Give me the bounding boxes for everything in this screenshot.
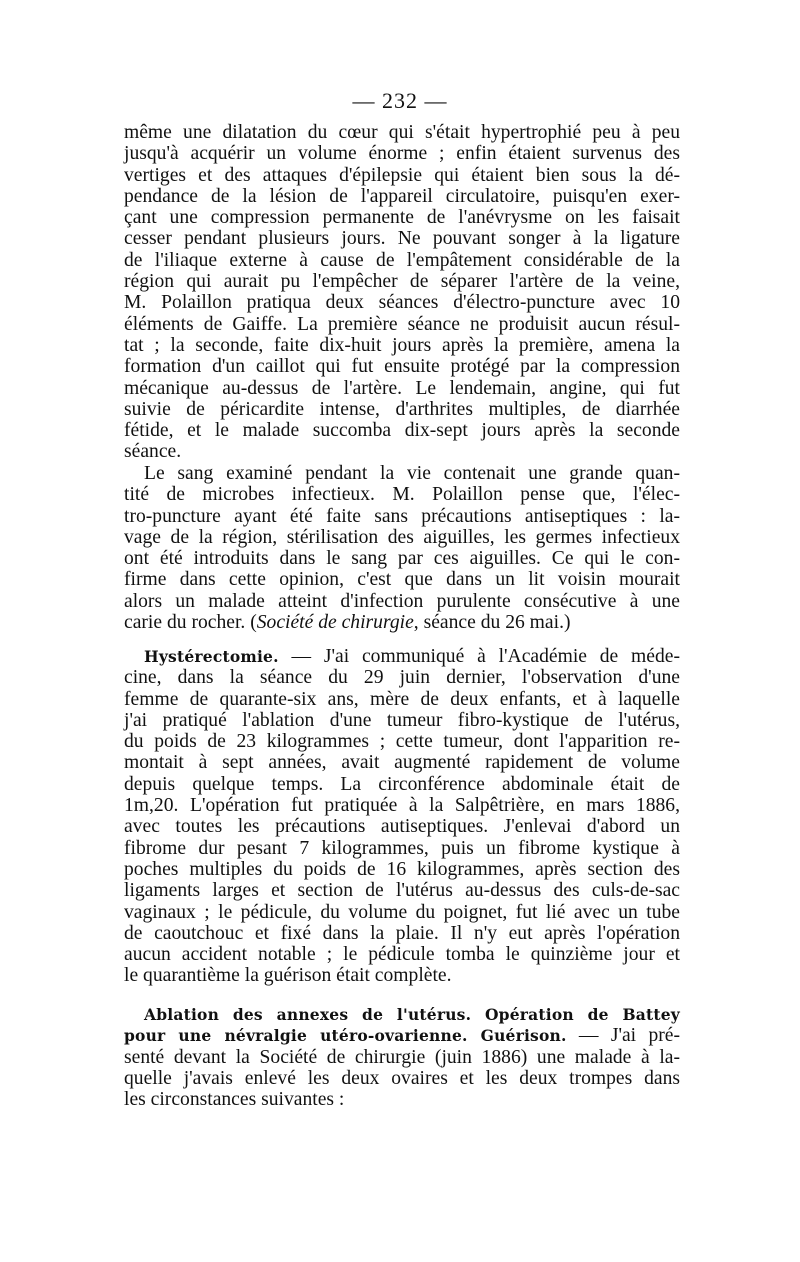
citation-prefix: carie du rocher. ( — [124, 612, 257, 634]
text-line-heading — [124, 1004, 680, 1025]
text-line: les circonstances suivantes : — [124, 1089, 345, 1111]
text-line-heading — [124, 1025, 680, 1046]
citation-society: Société de chirurgie — [256, 612, 414, 634]
text-line: vaginaux ; le pédicule, du volume du poignet, fut lié avec un tube — [124, 901, 680, 923]
text-line: j'ai pratiqué l'ablation d'une tumeur fibro-kystique de l'utérus, — [124, 709, 680, 731]
text-line: vertiges et des attaques d'épilepsie qui étaient bien sous la dé- — [124, 164, 680, 186]
paragraph-1 — [124, 122, 680, 463]
text-line-citation — [124, 612, 680, 633]
heading-continuation: — J'ai communiqué à l'Académie de méde- — [278, 646, 680, 667]
text-line: jusqu'à acquérir un volume énorme ; enfin étaient survenus des — [124, 143, 680, 165]
text-line: çant une compression permanente de l'anévrysme on les faisait — [124, 207, 680, 229]
text-line: de l'iliaque externe à cause de l'empâtement considérable de la — [124, 249, 680, 271]
text-line: du poids de 23 kilogrammes ; cette tumeur, dont l'apparition re- — [124, 731, 680, 753]
text-line: avec toutes les précautions autiseptiques. J'enlevai d'abord un — [124, 816, 680, 838]
text-line: mécanique au-dessus de l'artère. Le lendemain, angine, qui fut — [124, 377, 680, 399]
text-line: vage de la région, stérilisation des aiguilles, les germes infectieux — [124, 526, 680, 548]
text-line: région qui aurait pu l'empêcher de séparer l'artère de la veine, — [124, 271, 680, 293]
text-line: le quarantième la guérison était complète. — [124, 965, 452, 987]
text-line: séance. — [124, 441, 182, 463]
text-line: alors un malade atteint d'infection purulente consécutive à une — [124, 590, 680, 612]
citation-suffix: , séance du 26 mai.) — [413, 612, 571, 634]
text-line: aucun accident notable ; le pédicule tomba le quinzième jour et — [124, 944, 680, 966]
paragraph-2 — [124, 463, 680, 633]
section-heading-continued: pour une névralgie utéro-ovarienne. Guérison. — [124, 1026, 567, 1046]
page-number: — 232 — — [352, 88, 448, 113]
text-line: quelle j'avais enlevé les deux ovaires et les deux trompes dans — [124, 1067, 680, 1089]
text-line: firme dans cette opinion, c'est que dans un lit voisin mourait — [124, 569, 680, 591]
text-line: M. Polaillon pratiqua deux séances d'électro-puncture avec 10 — [124, 292, 680, 314]
text-line: fétide, et le malade succomba dix-sept jours après la seconde — [124, 420, 680, 442]
section-heading: Hystérectomie. — [144, 647, 279, 666]
text-line: depuis quelque temps. La circonférence abdominale était de — [124, 773, 680, 795]
text-line: pendance de la lésion de l'appareil circulatoire, puisqu'en exer- — [124, 185, 680, 207]
text-line: ligaments larges et section de l'utérus au-dessus des culs-de-sac — [124, 880, 680, 902]
text-line: senté devant la Société de chirurgie (juin 1886) une malade à la- — [124, 1046, 680, 1068]
paragraph-hysterectomie — [124, 646, 680, 987]
text-line: femme de quarante-six ans, mère de deux enfants, et à laquelle — [124, 688, 680, 710]
section-heading: Ablation des annexes de l'utérus. Opération de Battey — [144, 1005, 680, 1024]
paragraph-ablation — [124, 1004, 680, 1110]
text-line: cesser pendant plusieurs jours. Ne pouvant songer à la ligature — [124, 228, 680, 250]
heading-continuation: — J'ai pré- — [566, 1025, 680, 1047]
text-line: montait à sept années, avait augmenté rapidement de volume — [124, 752, 680, 774]
text-line: suivie de péricardite intense, d'arthrites multiples, de diarrhée — [124, 398, 680, 420]
text-line: éléments de Gaiffe. La première séance ne produisit aucun résul- — [124, 313, 680, 335]
text-line: même une dilatation du cœur qui s'était hypertrophié peu à peu — [124, 122, 680, 143]
text-line: cine, dans la séance du 29 juin dernier, l'observation d'une — [124, 667, 680, 689]
text-line: de caoutchouc et fixé dans la plaie. Il n'y eut après l'opération — [124, 922, 680, 944]
text-line: Le sang examiné pendant la vie contenait une grande quan- — [144, 463, 680, 484]
text-line: fibrome dur pesant 7 kilogrammes, puis un fibrome kystique à — [124, 837, 680, 859]
text-line: formation d'un caillot qui fut ensuite protégé par la compression — [124, 356, 680, 378]
text-line: 1m,20. L'opération fut pratiquée à la Salpêtrière, en mars 1886, — [124, 795, 680, 817]
text-line-heading — [124, 646, 680, 667]
text-line: tro-puncture ayant été faite sans précautions antiseptiques : la- — [124, 505, 680, 527]
text-line: poches multiples du poids de 16 kilogrammes, après section des — [124, 858, 680, 880]
text-line: ont été introduits dans le sang par ces aiguilles. Ce qui le con- — [124, 548, 680, 570]
text-line: tité de microbes infectieux. M. Polaillon pense que, l'élec- — [124, 484, 680, 506]
text-line: tat ; la seconde, faite dix-huit jours après la première, amena la — [124, 334, 680, 356]
